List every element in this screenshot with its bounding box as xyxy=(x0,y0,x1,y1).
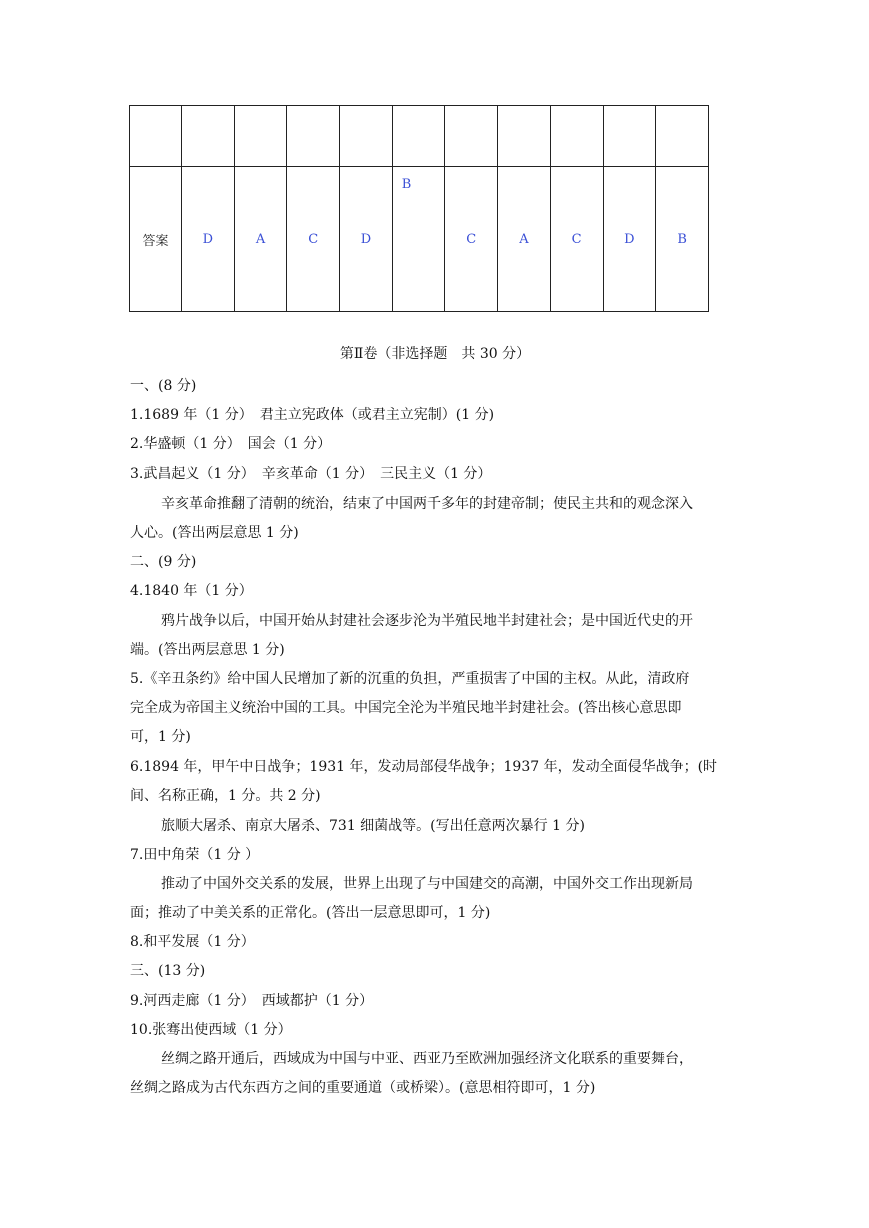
answer-cell xyxy=(287,167,340,312)
header-cell xyxy=(603,106,656,167)
answer-value: C xyxy=(466,231,477,247)
section-heading: 一、(8 分) xyxy=(130,378,197,394)
answer-cell xyxy=(550,167,603,312)
answer-line: 推动了中国外交关系的发展，世界上出现了与中国建交的高潮，中国外交工作出现新局 xyxy=(161,876,693,892)
answer-line: 辛亥革命推翻了清朝的统治，结束了中国两千多年的封建帝制；使民主共和的观念深入 xyxy=(161,496,693,512)
answer-line: 人心。(答出两层意思 1 分) xyxy=(130,525,299,541)
answer-line: 端。(答出两层意思 1 分) xyxy=(130,642,285,658)
answer-line: 9.河西走廊（1 分） 西域都护（1 分） xyxy=(130,993,374,1009)
answer-cell xyxy=(603,167,656,312)
header-cell xyxy=(340,106,393,167)
answer-line: 完全成为帝国主义统治中国的工具。中国完全沦为半殖民地半封建社会。(答出核心意思即 xyxy=(130,700,682,716)
answer-row xyxy=(130,167,709,312)
answer-line: 可，1 分) xyxy=(130,729,191,745)
answer-cell xyxy=(392,167,445,312)
answer-cell xyxy=(182,167,235,312)
answer-row-label: 答案 xyxy=(130,167,182,312)
section-heading: 三、(13 分) xyxy=(130,963,206,979)
answer-cell xyxy=(498,167,551,312)
header-cell xyxy=(130,106,182,167)
answer-cell xyxy=(340,167,393,312)
answer-cell xyxy=(445,167,498,312)
answer-value: C xyxy=(571,231,582,247)
answer-line: 2.华盛顿（1 分） 国会（1 分） xyxy=(130,436,332,452)
answer-line: 鸦片战争以后，中国开始从封建社会逐步沦为半殖民地半封建社会；是中国近代史的开 xyxy=(161,613,693,629)
answer-value: C xyxy=(308,231,319,247)
answer-line: 3.武昌起义（1 分） 辛亥革命（1 分） 三民主义（1 分） xyxy=(130,466,492,482)
answer-line: 丝绸之路成为古代东西方之间的重要通道（或桥梁）。(意思相符即可，1 分) xyxy=(130,1080,596,1096)
header-cell xyxy=(182,106,235,167)
answer-line: 8.和平发展（1 分） xyxy=(130,934,255,950)
header-cell xyxy=(498,106,551,167)
answer-table-header-row xyxy=(130,106,709,167)
section-title: 第Ⅱ卷（非选择题 共 30 分） xyxy=(339,346,531,362)
answer-value: D xyxy=(624,231,635,247)
answer-cell xyxy=(234,167,287,312)
answer-line: 间、名称正确，1 分。共 2 分) xyxy=(130,788,321,804)
answer-line: 10.张骞出使西域（1 分） xyxy=(130,1022,292,1038)
answer-line: 5.《辛丑条约》给中国人民增加了新的沉重的负担，严重损害了中国的主权。从此，清政府 xyxy=(130,671,690,687)
section-heading: 二、(9 分) xyxy=(130,554,197,570)
answer-value: B xyxy=(677,231,687,247)
answer-value: A xyxy=(255,231,266,247)
header-cell xyxy=(445,106,498,167)
answer-line: 丝绸之路开通后，西域成为中国与中亚、西亚乃至欧洲加强经济文化联系的重要舞台， xyxy=(161,1051,693,1067)
answer-line: 4.1840 年（1 分） xyxy=(130,583,253,599)
header-cell xyxy=(392,106,445,167)
header-cell xyxy=(287,106,340,167)
answer-line: 旅顺大屠杀、南京大屠杀、731 细菌战等。(写出任意两次暴行 1 分) xyxy=(161,818,585,834)
answer-value: B xyxy=(401,177,412,192)
answer-value: D xyxy=(360,231,372,247)
answer-value: A xyxy=(519,231,529,247)
answer-line: 面；推动了中美关系的正常化。(答出一层意思即可，1 分) xyxy=(130,905,491,921)
answer-line: 7.田中角荣（1 分 ） xyxy=(130,847,260,863)
header-cell xyxy=(656,106,709,167)
answer-table xyxy=(129,105,709,312)
answer-line: 1.1689 年（1 分） 君主立宪政体（或君主立宪制）(1 分) xyxy=(130,407,495,423)
answer-value: D xyxy=(202,231,214,247)
answer-line: 6.1894 年，甲午中日战争；1931 年，发动局部侵华战争；1937 年，发动全面侵华战争；(时 xyxy=(130,759,718,775)
header-cell xyxy=(234,106,287,167)
header-cell xyxy=(550,106,603,167)
answer-cell xyxy=(656,167,709,312)
